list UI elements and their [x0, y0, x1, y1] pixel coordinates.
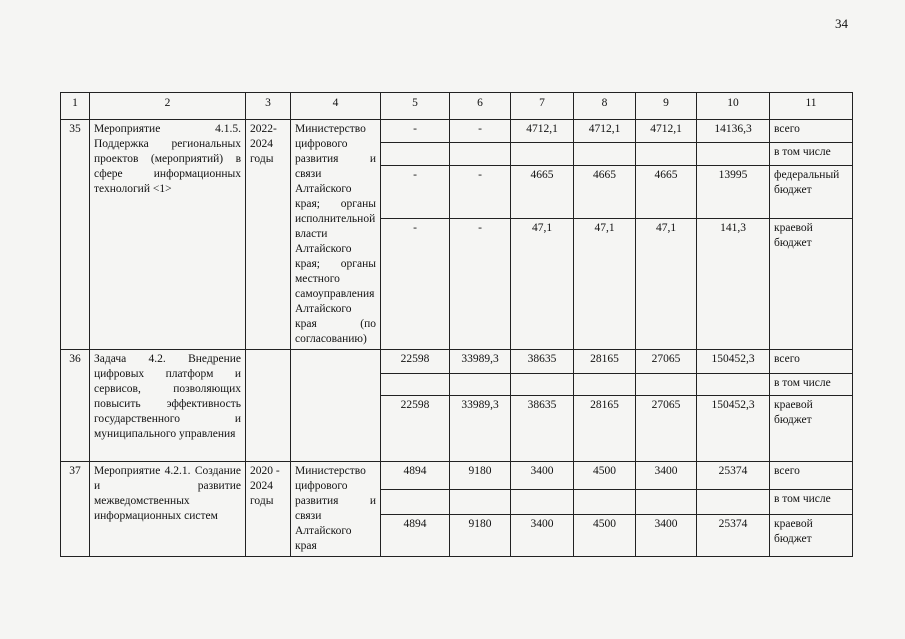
value-cell: - [450, 120, 511, 143]
value-cell: 28165 [574, 396, 636, 462]
funding-source: краевой бюджет [770, 396, 853, 462]
value-cell: 38635 [511, 396, 574, 462]
funding-source: в том числе [770, 374, 853, 396]
value-cell: 9180 [450, 462, 511, 490]
value-cell: 150452,3 [697, 396, 770, 462]
funding-source: в том числе [770, 489, 853, 514]
header-row [61, 93, 853, 120]
value-cell [511, 374, 574, 396]
value-cell [450, 489, 511, 514]
value-cell: 4500 [574, 462, 636, 490]
header-cell: 11 [770, 93, 853, 120]
value-cell [450, 142, 511, 165]
value-cell [574, 489, 636, 514]
value-cell: 27065 [636, 350, 697, 374]
value-cell: 27065 [636, 396, 697, 462]
period-cell: 2022-2024 годы [246, 120, 291, 350]
value-cell: 3400 [511, 462, 574, 490]
table-row [61, 350, 853, 374]
header-cell: 5 [381, 93, 450, 120]
value-cell [381, 142, 450, 165]
value-cell [511, 142, 574, 165]
funding-source: краевой бюджет [770, 515, 853, 557]
executor-cell: Министерство цифрового развития и связи Алтайского края; органы исполнительной власти Алтайского края; органы местного самоуправления Алтайского края (по согласованию) [291, 120, 381, 350]
header-cell: 7 [511, 93, 574, 120]
value-cell: 3400 [511, 515, 574, 557]
value-cell: 28165 [574, 350, 636, 374]
value-cell: 9180 [450, 515, 511, 557]
header-cell: 2 [90, 93, 246, 120]
value-cell: 33989,3 [450, 350, 511, 374]
value-cell: 4894 [381, 515, 450, 557]
value-cell: 4500 [574, 515, 636, 557]
funding-source: всего [770, 350, 853, 374]
value-cell [697, 374, 770, 396]
budget-table [60, 92, 853, 557]
value-cell: 4665 [636, 165, 697, 219]
activity-name: Задача 4.2. Внедрение цифровых платформ и сервисов, позволяющих повысить эффективность государственного и муниципального управления [90, 350, 246, 462]
value-cell: - [450, 219, 511, 350]
value-cell: 25374 [697, 515, 770, 557]
table-row [61, 462, 853, 490]
executor-cell [291, 350, 381, 462]
value-cell: 4894 [381, 462, 450, 490]
value-cell: 22598 [381, 396, 450, 462]
activity-name: Мероприятие 4.1.5. Поддержка региональных проектов (мероприятий) в сфере информационных технологий <1> [90, 120, 246, 350]
header-cell: 1 [61, 93, 90, 120]
row-number: 37 [61, 462, 90, 557]
value-cell [574, 142, 636, 165]
value-cell: 3400 [636, 515, 697, 557]
value-cell: - [381, 219, 450, 350]
value-cell [697, 489, 770, 514]
page-number: 34 [835, 16, 848, 31]
value-cell: 38635 [511, 350, 574, 374]
value-cell [450, 374, 511, 396]
value-cell: 47,1 [574, 219, 636, 350]
row-number: 35 [61, 120, 90, 350]
value-cell [381, 374, 450, 396]
header-cell: 8 [574, 93, 636, 120]
value-cell: 25374 [697, 462, 770, 490]
activity-name: Мероприятие 4.2.1. Создание и развитие межведомственных информационных систем [90, 462, 246, 557]
table-row [61, 120, 853, 143]
value-cell: 4712,1 [636, 120, 697, 143]
funding-source: всего [770, 462, 853, 490]
header-cell: 3 [246, 93, 291, 120]
value-cell: 150452,3 [697, 350, 770, 374]
value-cell [574, 374, 636, 396]
period-cell: 2020 - 2024 годы [246, 462, 291, 557]
period-cell [246, 350, 291, 462]
value-cell: - [381, 165, 450, 219]
value-cell: 4712,1 [574, 120, 636, 143]
value-cell [636, 142, 697, 165]
funding-source: краевой бюджет [770, 219, 853, 350]
header-cell: 10 [697, 93, 770, 120]
header-cell: 9 [636, 93, 697, 120]
value-cell: 14136,3 [697, 120, 770, 143]
value-cell: 4712,1 [511, 120, 574, 143]
funding-source: в том числе [770, 142, 853, 165]
value-cell: 47,1 [636, 219, 697, 350]
value-cell: 141,3 [697, 219, 770, 350]
value-cell [511, 489, 574, 514]
value-cell [636, 489, 697, 514]
value-cell: 13995 [697, 165, 770, 219]
executor-cell: Министерство цифрового развития и связи Алтайского края [291, 462, 381, 557]
value-cell: 47,1 [511, 219, 574, 350]
header-cell: 4 [291, 93, 381, 120]
value-cell: 3400 [636, 462, 697, 490]
value-cell [636, 374, 697, 396]
value-cell: 4665 [511, 165, 574, 219]
value-cell [381, 489, 450, 514]
funding-source: федеральный бюджет [770, 165, 853, 219]
value-cell: - [450, 165, 511, 219]
value-cell [697, 142, 770, 165]
header-cell: 6 [450, 93, 511, 120]
row-number: 36 [61, 350, 90, 462]
value-cell: - [381, 120, 450, 143]
value-cell: 4665 [574, 165, 636, 219]
funding-source: всего [770, 120, 853, 143]
value-cell: 33989,3 [450, 396, 511, 462]
value-cell: 22598 [381, 350, 450, 374]
